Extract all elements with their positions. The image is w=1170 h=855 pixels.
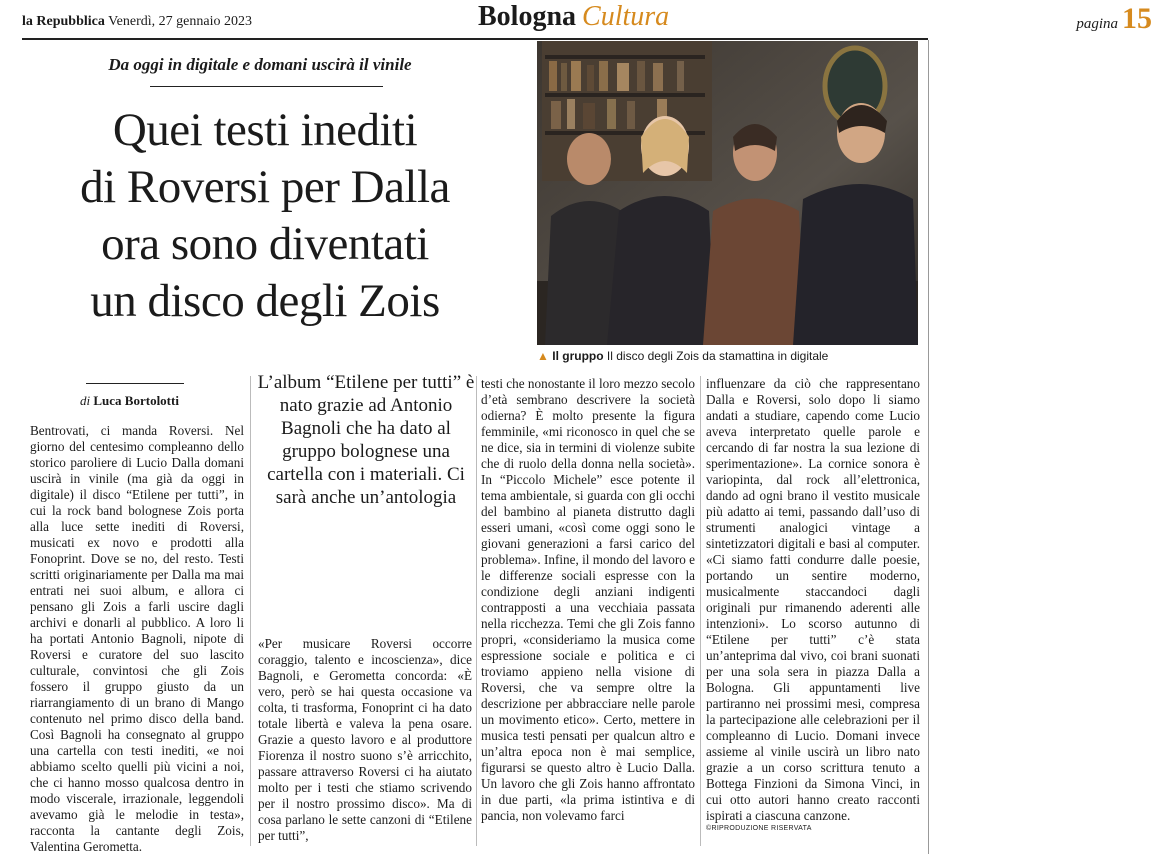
band-photo [537, 41, 918, 345]
page-label: pagina [1076, 16, 1118, 32]
pull-quote: L’album “Etilene per tutti” è nato grazie ad Antonio Bagnoli che ha dato al gruppo bolognese una cartella con i materiali. Ci sarà anche un’antologia [257, 372, 475, 508]
byline [80, 393, 179, 409]
headline-line: un disco degli Zois [90, 275, 440, 327]
copyright-notice: ©RIPRODUZIONE RISERVATA [706, 825, 812, 832]
column-divider [700, 376, 701, 846]
column-divider [476, 376, 477, 846]
kicker-divider [150, 86, 383, 87]
headline-line: di Roversi per Dalla [80, 161, 450, 213]
article-column: Bentrovati, ci manda Roversi. Nel giorno del centesimo compleanno dello storico paroliere di Lucio Dalla domani uscirà in vinile (ma già da oggi in digitale) il disco “Etilene per tutti”, in cui la rock band bolognese Zois porta alla luce sette inediti di Roversi, musicati ex novo e prodotti alla Fonoprint. Dove se no, del resto. Testi scritti originariamente per Dalla ma mai entrati nei suoi album, e allora ci pensano gli Zois a farli uscire dagli archivi e donarli al pubblico. A loro li ha portati Antonio Bagnoli, nipote di Roversi e curatore del suo lascito culturale, convintosi che gli Zois fossero il gruppo giusto da un riarrangiamento di un brano di Mango contenuto nel primo disco della band. Così Bagnoli ha consegnato al gruppo una cartella con testi inediti, «e noi abbiamo scelto quelli più vicini a noi, che ci hanno mosso qualcosa dentro in modo viscerale, irrazionale, leggendoli avevamo già le melodie in testa», racconta la cantante degli Zois, Valentina Gerometta. [30, 423, 244, 854]
caption-triangle-icon: ▲ [537, 349, 549, 363]
article-column: «Per musicare Roversi occorre coraggio, talento e incoscienza», dice Bagnoli, e Gerometta concorda: «È vero, però se hai questa occasione va colta, ti trasforma, Fonoprint ci ha dato totale libertà e valeva la pena osare. Grazie a questo lavoro e al produttore Fiorenza il nostro suono s’è arricchito, passare attraverso Roversi ci ha aiutato molto per i testi che stiamo scrivendo per il nostro prossimo disco». Ma di cosa parlano le sette canzoni di “Etilene per tutti”, [258, 636, 472, 843]
headline-line: ora sono diventati [101, 218, 429, 270]
author-name: Luca Bortolotti [93, 393, 179, 408]
city-label: Bologna [478, 1, 577, 32]
issue-date: Venerdì, 27 gennaio 2023 [108, 14, 252, 29]
column-divider [250, 376, 251, 846]
masthead-rule [22, 38, 928, 40]
section-label: Cultura [582, 1, 670, 32]
page-indicator [1076, 2, 1152, 36]
article-column: influenzare da ciò che rappresentano Dalla e Roversi, solo dopo li siamo andati a studiare, capendo come Lucio aveva interpretato quelle parole e cercando di far nostra la sua lezione di sperimentazione». La cornice sonora è variopinta, dal rock all’elettronica, dando ad ogni brano il vestito musicale più adatto ai temi, passando dall’uso di strumenti analogici vintage a sintetizzatori digitali e basi al computer. «Ci siamo fatti condurre dalle poesie, portando un sentire moderno, musicalmente staccandoci dagli originali pur rimanendo aderenti alle intenzioni». Lo scorso autunno di “Etilene per tutti” c’è stata un’anteprima dal vivo, coi brani suonati per una sola sera in piazza Dalla a Bologna. Gli appuntamenti live partiranno nei prossimi mesi, compresa la partecipazione alle celebrazioni per il compleanno di Lucio. Domani invece assieme al vinile uscirà un libro nato grazie a un corso scrittura tenuto a Bottega Finzioni da Simona Vinci, in cui otto autori hanno creato racconti ispirati a ciascuna canzone. [706, 376, 920, 823]
page-edge-rule [928, 40, 929, 854]
article-headline [40, 102, 490, 330]
byline-prefix: di [80, 393, 91, 408]
caption-text: Il disco degli Zois da stamattina in digitale [606, 349, 829, 363]
page-number: 15 [1122, 2, 1152, 35]
photo-caption [537, 349, 828, 363]
article-column: testi che nonostante il loro mezzo secolo d’età sembrano descrivere la società odierna? È molto presente la figura femminile, «mi riconosco in quel che se ne dice, sia in termini di violenze subite che di ruolo della donna nella società». In “Piccolo Michele” esce potente il tema ambientale, si guarda con gli occhi del bambino al pianeta distrutto dagli esseri umani, «così come oggi sono le giovani generazioni a farsi carico del problema». Infine, il mondo del lavoro e le differenze sociali espresse con la condizione degli anziani indigenti contrapposti a una vecchiaia passata nella ricchezza. Temi che gli Zois fanno propri, «consideriamo la musica come espressione sociale e politica e ci troviamo appieno nella visione di Roversi, che va sempre oltre la descrizione per abbracciare nelle parole un movimento etico». Certo, mettere in musica testi pensati per qualcun altro e un’altra epoca non è mai semplice, figurarsi se questo altro è Lucio Dalla. Un lavoro che gli Zois hanno affrontato in due parti, «la prima istintiva e di pancia, non volevamo farci [481, 376, 695, 823]
caption-label: Il gruppo [552, 349, 604, 363]
article-kicker: Da oggi in digitale e domani uscirà il vinile [108, 55, 412, 74]
masthead [0, 0, 1170, 40]
masthead-left [22, 14, 252, 30]
section-header [478, 1, 669, 33]
byline-divider [86, 383, 184, 384]
headline-line: Quei testi inediti [112, 104, 418, 156]
newspaper-name: la Repubblica [22, 14, 105, 29]
